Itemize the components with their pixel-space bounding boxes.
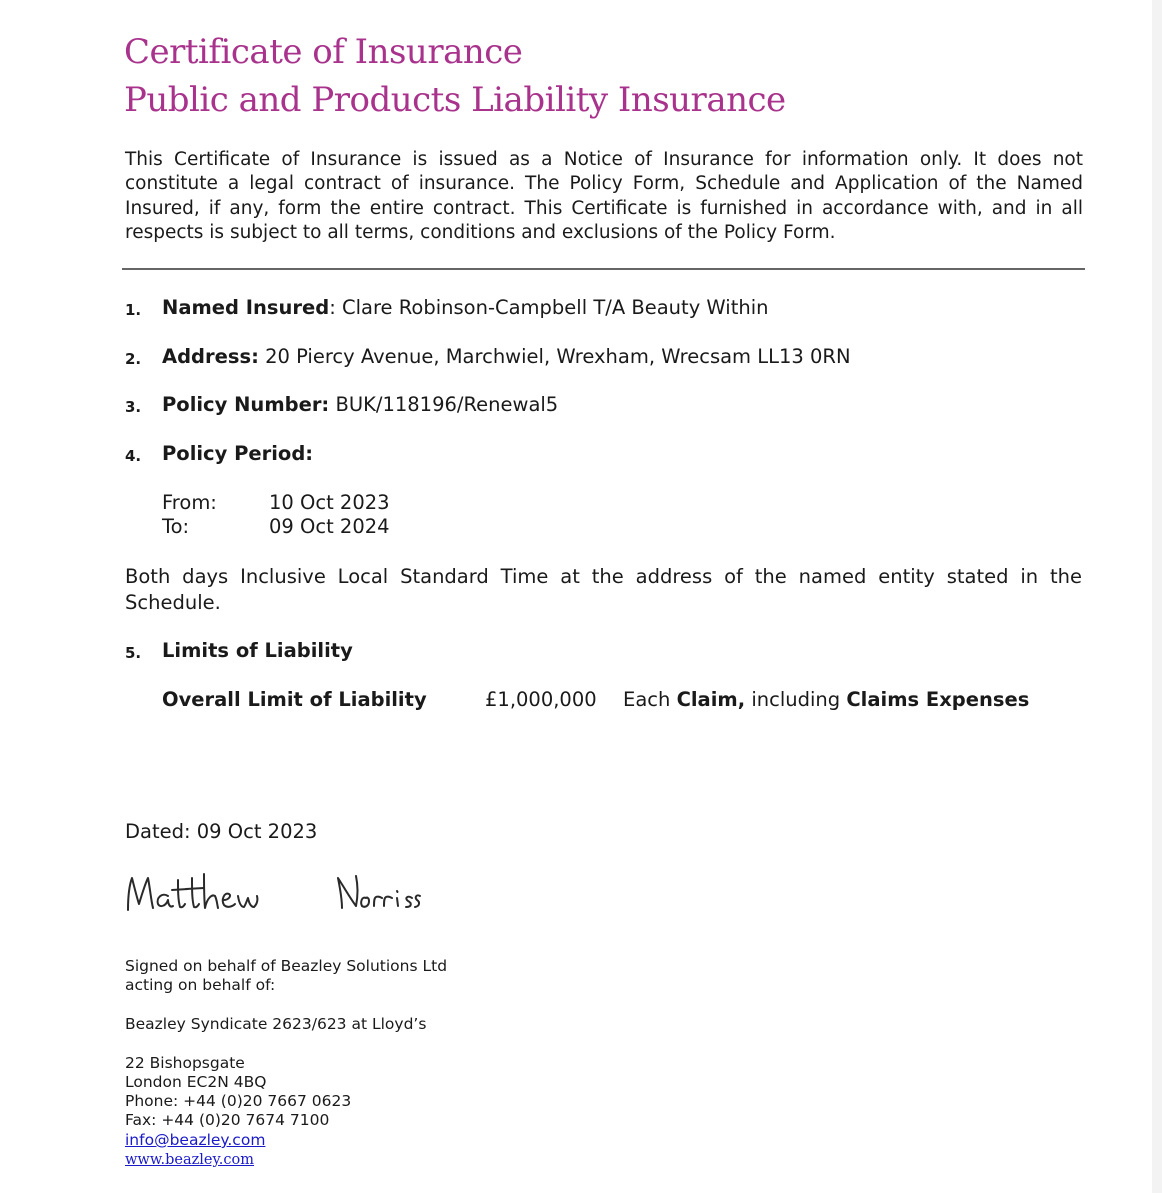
limits-heading: Limits of Liability bbox=[162, 639, 353, 662]
named-insured-row bbox=[162, 296, 768, 319]
limits-row bbox=[162, 639, 353, 662]
period-from-value: 10 Oct 2023 bbox=[269, 491, 390, 514]
policy-period-label: Policy Period: bbox=[162, 442, 314, 465]
address-line-1: 22 Bishopsgate bbox=[125, 1054, 245, 1072]
claims-expenses-text: Claims Expenses bbox=[846, 688, 1030, 711]
address-value: 20 Piercy Avenue, Marchwiel, Wrexham, Wrecsam LL13 0RN bbox=[265, 345, 851, 368]
policy-number-value: BUK/118196/Renewal5 bbox=[335, 393, 559, 416]
certificate-subtitle: Public and Products Liability Insurance bbox=[124, 80, 786, 120]
inclusive-time-note: Both days Inclusive Local Standard Time at the address of the named entity stated in the Schedule. bbox=[125, 565, 1082, 614]
intro-paragraph: This Certificate of Insurance is issued as a Notice of Insurance for information only. It does not constitute a legal contract of insurance. The Policy Form, Schedule and Application of the Named Insured, if any, form the entire contract. This Certificate is furnished in accordance with, and in all respects is subject to all terms, conditions and exclusions of the Policy Form. bbox=[125, 149, 1083, 243]
limit-description bbox=[623, 688, 1029, 711]
item-number-4: 4. bbox=[125, 447, 142, 465]
certificate-title: Certificate of Insurance bbox=[124, 32, 523, 72]
dated-line: Dated: 09 Oct 2023 bbox=[125, 820, 318, 843]
item-number-3: 3. bbox=[125, 398, 142, 416]
section-divider bbox=[122, 268, 1085, 270]
signature-image bbox=[120, 860, 465, 920]
named-insured-value: Clare Robinson-Campbell T/A Beauty Within bbox=[341, 296, 769, 319]
claim-text: Claim, bbox=[676, 688, 746, 711]
address-line-2: London EC2N 4BQ bbox=[125, 1073, 267, 1091]
policy-number-row bbox=[162, 393, 558, 416]
address-label: Address: bbox=[162, 345, 259, 368]
overall-limit-label: Overall Limit of Liability bbox=[162, 688, 427, 711]
item-number-2: 2. bbox=[125, 350, 142, 368]
period-to-label: To: bbox=[162, 515, 190, 538]
phone-line: Phone: +44 (0)20 7667 0623 bbox=[125, 1092, 352, 1110]
item-number-5: 5. bbox=[125, 644, 142, 662]
policy-period-row bbox=[162, 442, 313, 465]
named-insured-label: Named Insured bbox=[162, 296, 330, 319]
each-text: Each bbox=[623, 688, 671, 711]
item-number-1: 1. bbox=[125, 301, 142, 319]
fax-line: Fax: +44 (0)20 7674 7100 bbox=[125, 1111, 330, 1129]
overall-limit-amount: £1,000,000 bbox=[485, 688, 597, 711]
website-line bbox=[125, 1150, 254, 1170]
named-insured-separator: : bbox=[329, 296, 342, 319]
signed-line-1: Signed on behalf of Beazley Solutions Ltd bbox=[125, 957, 448, 975]
policy-number-label: Policy Number: bbox=[162, 393, 330, 416]
syndicate-line: Beazley Syndicate 2623/623 at Lloyd’s bbox=[125, 1015, 427, 1033]
email-link[interactable]: info@beazley.com bbox=[125, 1131, 266, 1149]
period-to-value: 09 Oct 2024 bbox=[269, 515, 390, 538]
signed-line-2: acting on behalf of: bbox=[125, 976, 276, 994]
email-line bbox=[125, 1131, 265, 1150]
address-row bbox=[162, 345, 851, 368]
including-text: including bbox=[751, 688, 841, 711]
website-link[interactable]: www.beazley.com bbox=[125, 1152, 254, 1168]
period-from-label: From: bbox=[162, 491, 217, 514]
